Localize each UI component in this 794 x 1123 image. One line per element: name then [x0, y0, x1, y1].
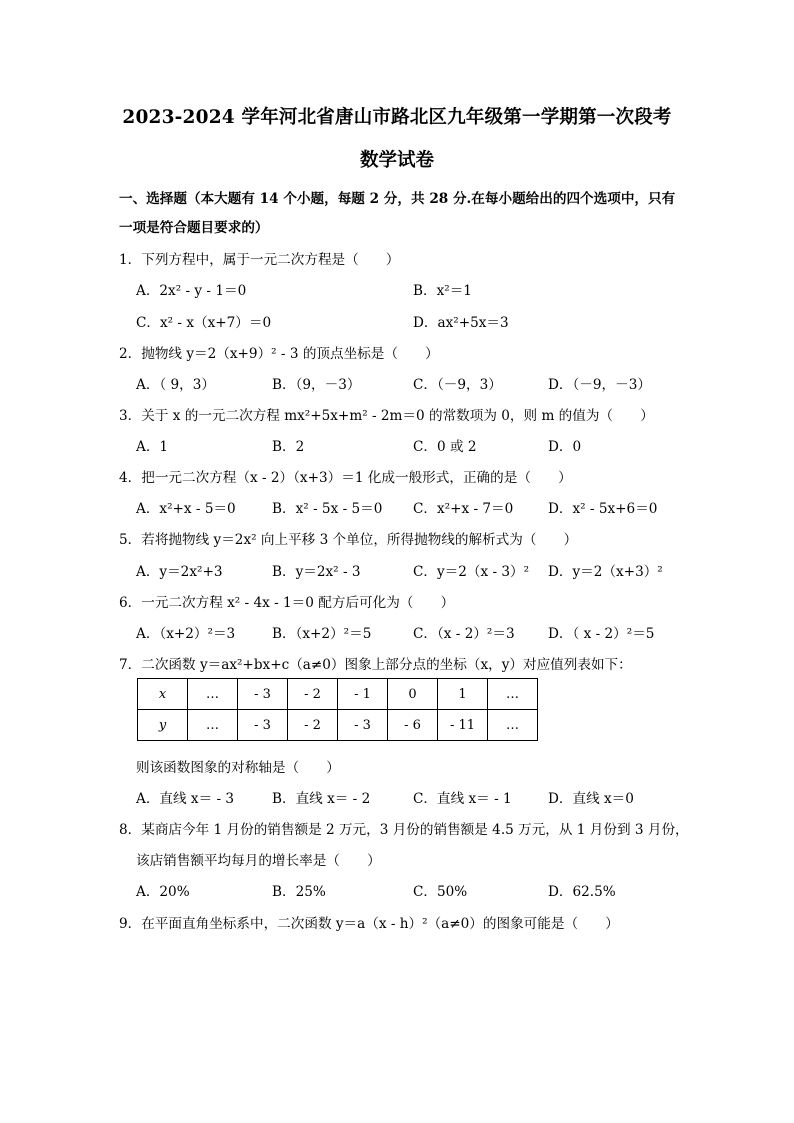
- table-row-x: [138, 679, 538, 710]
- table-cell: - 3: [338, 710, 388, 741]
- q8-option-b: B．25%: [272, 884, 326, 900]
- question-8-stem-line2: 该店销售额平均每月的增长率是（ ）: [136, 853, 381, 869]
- question-3-stem: 3．关于 x 的一元二次方程 mx²+5x+m² - 2m＝0 的常数项为 0，则 m 的值为（ ）: [119, 408, 654, 424]
- table-cell: …: [188, 679, 238, 710]
- q3-option-a: A．1: [136, 439, 169, 455]
- q6-option-c: C．（x - 2）²＝3: [413, 626, 515, 642]
- table-cell: 1: [438, 679, 488, 710]
- q7-option-c: C．直线 x＝ - 1: [413, 791, 512, 807]
- q6-option-b: B．（x+2）²＝5: [272, 626, 372, 642]
- question-4-stem: 4．把一元二次方程（x - 2）（x+3）＝1 化成一般形式，正确的是（ ）: [119, 470, 572, 486]
- table-cell: …: [488, 710, 538, 741]
- q3-option-c: C．0 或 2: [413, 439, 477, 455]
- question-9-stem: 9．在平面直角坐标系中，二次函数 y＝a（x - h）²（a≠0）的图象可能是（ ）: [119, 916, 619, 932]
- q5-option-c: C．y＝2（x - 3）²: [413, 564, 530, 580]
- q6-option-a: A．（x+2）²＝3: [136, 626, 236, 642]
- q1-option-a: A．2x² - y - 1＝0: [136, 283, 247, 299]
- table-cell: - 11: [438, 710, 488, 741]
- q1-option-c: C．x² - x（x+7）＝0: [136, 315, 272, 331]
- q5-option-b: B．y＝2x² - 3: [272, 564, 361, 580]
- q4-option-c: C．x²+x - 7＝0: [413, 501, 514, 517]
- q1-option-d: D．ax²+5x＝3: [413, 315, 509, 331]
- q2-option-a: A．（ 9，3）: [136, 377, 216, 393]
- table-cell: x: [138, 679, 188, 710]
- q3-option-b: B．2: [272, 439, 305, 455]
- table-cell: …: [188, 710, 238, 741]
- q8-option-d: D．62.5%: [548, 884, 616, 900]
- table-cell: - 2: [288, 679, 338, 710]
- exam-title: 2023-2024 学年河北省唐山市路北区九年级第一学期第一次段考: [122, 107, 672, 128]
- question-2-stem: 2．抛物线 y＝2（x+9）² - 3 的顶点坐标是（ ）: [119, 346, 439, 362]
- q1-option-b: B．x²＝1: [413, 283, 472, 299]
- question-7-followup: 则该函数图象的对称轴是（ ）: [136, 760, 340, 776]
- q4-option-d: D．x² - 5x+6＝0: [548, 501, 658, 517]
- table-cell: - 3: [238, 710, 288, 741]
- q2-option-d: D．（－9，－3）: [548, 377, 651, 393]
- table-row-y: [138, 710, 538, 741]
- q5-option-d: D．y＝2（x+3）²: [548, 564, 663, 580]
- section-heading: 一、选择题（本大题有 14 个小题，每题 2 分，共 28 分.在每小题给出的四个选项中，只有: [119, 191, 676, 207]
- q4-option-b: B．x² - 5x - 5＝0: [272, 501, 383, 517]
- question-5-stem: 5．若将抛物线 y＝2x² 向上平移 3 个单位，所得抛物线的解析式为（ ）: [119, 532, 578, 548]
- section-heading-line2: 一项是符合题目要求的）: [119, 220, 269, 236]
- question-8-stem: 8．某商店今年 1 月份的销售额是 2 万元，3 月份的销售额是 4.5 万元，从 1 月份到 3 月份，: [119, 822, 689, 838]
- question-1-stem: 1．下列方程中，属于一元二次方程是（ ）: [119, 252, 400, 268]
- table-cell: 0: [388, 679, 438, 710]
- table-cell: …: [488, 679, 538, 710]
- q7-option-b: B．直线 x＝ - 2: [272, 791, 371, 807]
- q2-option-c: C．（－9，3）: [413, 377, 502, 393]
- question-6-stem: 6．一元二次方程 x² - 4x - 1＝0 配方后可化为（ ）: [119, 595, 455, 611]
- q7-option-a: A．直线 x＝ - 3: [136, 791, 235, 807]
- table-cell: - 3: [238, 679, 288, 710]
- value-table: [137, 678, 538, 741]
- q8-option-a: A．20%: [136, 884, 190, 900]
- q2-option-b: B．（9，－3）: [272, 377, 361, 393]
- table-cell: - 2: [288, 710, 338, 741]
- table-cell: y: [138, 710, 188, 741]
- table-cell: - 6: [388, 710, 438, 741]
- q4-option-a: A．x²+x - 5＝0: [136, 501, 236, 517]
- q6-option-d: D．（ x - 2）²＝5: [548, 626, 655, 642]
- q7-option-d: D．直线 x＝0: [548, 791, 634, 807]
- table-cell: - 1: [338, 679, 388, 710]
- exam-subtitle: 数学试卷: [359, 150, 434, 171]
- question-7-stem: 7．二次函数 y＝ax²+bx+c（a≠0）图象上部分点的坐标（x，y）对应值列表如下：: [119, 657, 632, 673]
- q8-option-c: C．50%: [413, 884, 468, 900]
- q5-option-a: A．y＝2x²+3: [136, 564, 223, 580]
- q3-option-d: D．0: [548, 439, 582, 455]
